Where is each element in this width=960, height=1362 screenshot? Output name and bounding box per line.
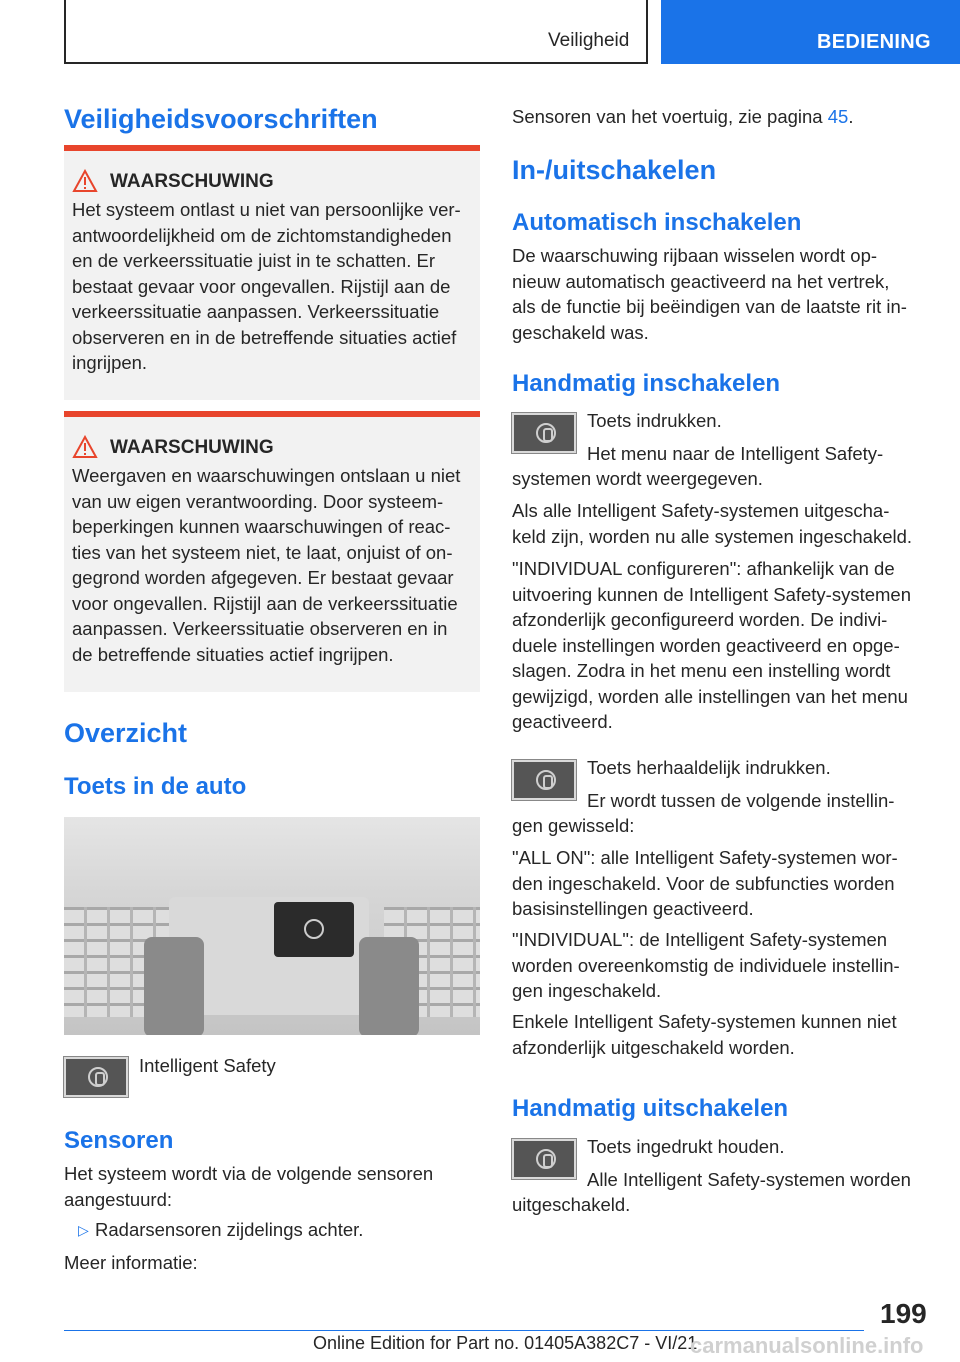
header-tab <box>661 0 960 64</box>
header-rule-right <box>646 0 648 64</box>
bullet-triangle-icon: ▷ <box>78 1222 89 1238</box>
intelligent-safety-button-icon <box>512 1139 576 1179</box>
intelligent-safety-button-icon <box>512 413 576 453</box>
manual-off-step2: Alle Intelligent Safety-systemen worden <box>587 1169 911 1190</box>
header-tab-label: BEDIENING <box>817 31 931 53</box>
footer-edition: Online Edition for Part no. 01405A382C7 - VI/21 <box>313 1333 698 1353</box>
manual-on-step2: Het menu naar de Intelligent Safety- <box>587 443 884 464</box>
manual-off-step1: Toets ingedrukt houden. <box>587 1136 785 1157</box>
warning-icon <box>72 435 98 459</box>
warning-box-2 <box>64 411 480 692</box>
warning-text-1: Het systeem ontlast u niet van persoonlijke ver- antwoordelijkheid om de zichtomstandigheden en de verkeerssituatie juist in te schatten. Er bestaat gevaar voor ongevallen. Rijstijl aan de verkeerssituatie aanpassen. Verkeerssituatie observeren en in de betreffende situaties actief ingrijpen. <box>72 199 461 373</box>
more-info: Meer informatie: <box>64 1252 198 1273</box>
header-rule-left <box>64 0 66 64</box>
vent-knob-right <box>359 937 419 1035</box>
header-rule-bottom <box>64 62 648 64</box>
repeat-step2b: gen gewisseld: <box>512 815 635 836</box>
auto-on-title: Automatisch inschakelen <box>512 209 802 236</box>
sensors-bullet: Radarsensoren zijdelings achter. <box>95 1219 364 1240</box>
warning-icon <box>72 169 98 193</box>
button-in-car-title: Toets in de auto <box>64 773 247 800</box>
warning-label-1: WAARSCHUWING <box>110 171 274 192</box>
auto-on-text: De waarschuwing rijbaan wisselen wordt op- nieuw automatisch geactiveerd na het vertrek, als de functie bij beëindigen van de laatste rit in- geschakeld was. <box>512 245 907 343</box>
watermark: carmanualsonline.info <box>690 1333 924 1358</box>
repeat-step2: Er wordt tussen de volgende instellin- <box>587 790 895 811</box>
sensors-ref <box>512 104 853 130</box>
page-title: Veiligheidsvoorschriften <box>64 104 378 134</box>
button-caption: Intelligent Safety <box>139 1055 276 1076</box>
manual-on-step1: Toets indrukken. <box>587 410 722 431</box>
overview-title: Overzicht <box>64 718 188 748</box>
intelligent-safety-button-photo <box>274 902 354 957</box>
page-link-45[interactable]: 45 <box>827 106 849 127</box>
warning-text-2: Weergaven en waarschuwingen ontslaan u niet van uw eigen verantwoording. Door systeem- beperkingen kunnen waarschuwingen of reac- ties van het systeem niet, te laat, onjuist of on- gegrond worden afgegeven. Er bestaat gevaar voor ongevallen. Rijstijl aan de verkeerssituatie aanpassen. Verkeerssituatie observeren en in de betreffende situaties actief ingrijpen. <box>72 465 461 665</box>
manual-on-title: Handmatig inschakelen <box>512 370 781 397</box>
warning-box-1 <box>64 145 480 400</box>
onoff-title: In-/uitschakelen <box>512 155 717 185</box>
manual-on-p2: "INDIVIDUAL configureren": afhankelijk van de uitvoering kunnen de Intelligent Safety-systemen afzonderlijk geconfigureerd worden. De indivi- duele instellingen worden geactiveerd en opge- slagen. Zodra in het menu een instelling wordt gewijzigd, worden alle instellingen van het menu geactiveerd. <box>512 558 912 732</box>
manual-on-step2b: systemen wordt weergegeven. <box>512 468 763 489</box>
footer-rule <box>64 1330 864 1331</box>
vent-knob-left <box>144 937 204 1035</box>
individual-text: "INDIVIDUAL": de Intelligent Safety-systemen worden overeenkomstig de individuele instellin- gen ingeschakeld. <box>512 929 900 1001</box>
sensors-text: Het systeem wordt via de volgende sensoren aangestuurd: <box>64 1163 434 1210</box>
repeat-step1: Toets herhaaldelijk indrukken. <box>587 757 831 778</box>
safety-icon <box>304 919 324 939</box>
warning-label-2: WAARSCHUWING <box>110 437 274 458</box>
car-button-photo <box>64 817 480 1035</box>
intelligent-safety-button-icon <box>512 760 576 800</box>
sensors-ref-end: . <box>848 106 854 127</box>
intelligent-safety-button-icon <box>64 1057 128 1097</box>
sensors-title: Sensoren <box>64 1127 174 1154</box>
sensors-ref-text: Sensoren van het voertuig, zie pagina <box>512 106 828 127</box>
manual-off-step2b: uitgeschakeld. <box>512 1194 631 1215</box>
page-number: 199 <box>880 1298 927 1329</box>
all-on-text: "ALL ON": alle Intelligent Safety-systemen wor- den ingeschakeld. Voor de subfuncties worden basisinstellingen geactiveerd. <box>512 847 898 919</box>
manual-off-title: Handmatig uitschakelen <box>512 1095 789 1122</box>
manual-on-p1: Als alle Intelligent Safety-systemen uitgescha- keld zijn, worden nu alle systemen ingeschakeld. <box>512 500 913 547</box>
header-section: Veiligheid <box>548 30 630 51</box>
some-systems-text: Enkele Intelligent Safety-systemen kunnen niet afzonderlijk uitgeschakeld worden. <box>512 1011 897 1058</box>
